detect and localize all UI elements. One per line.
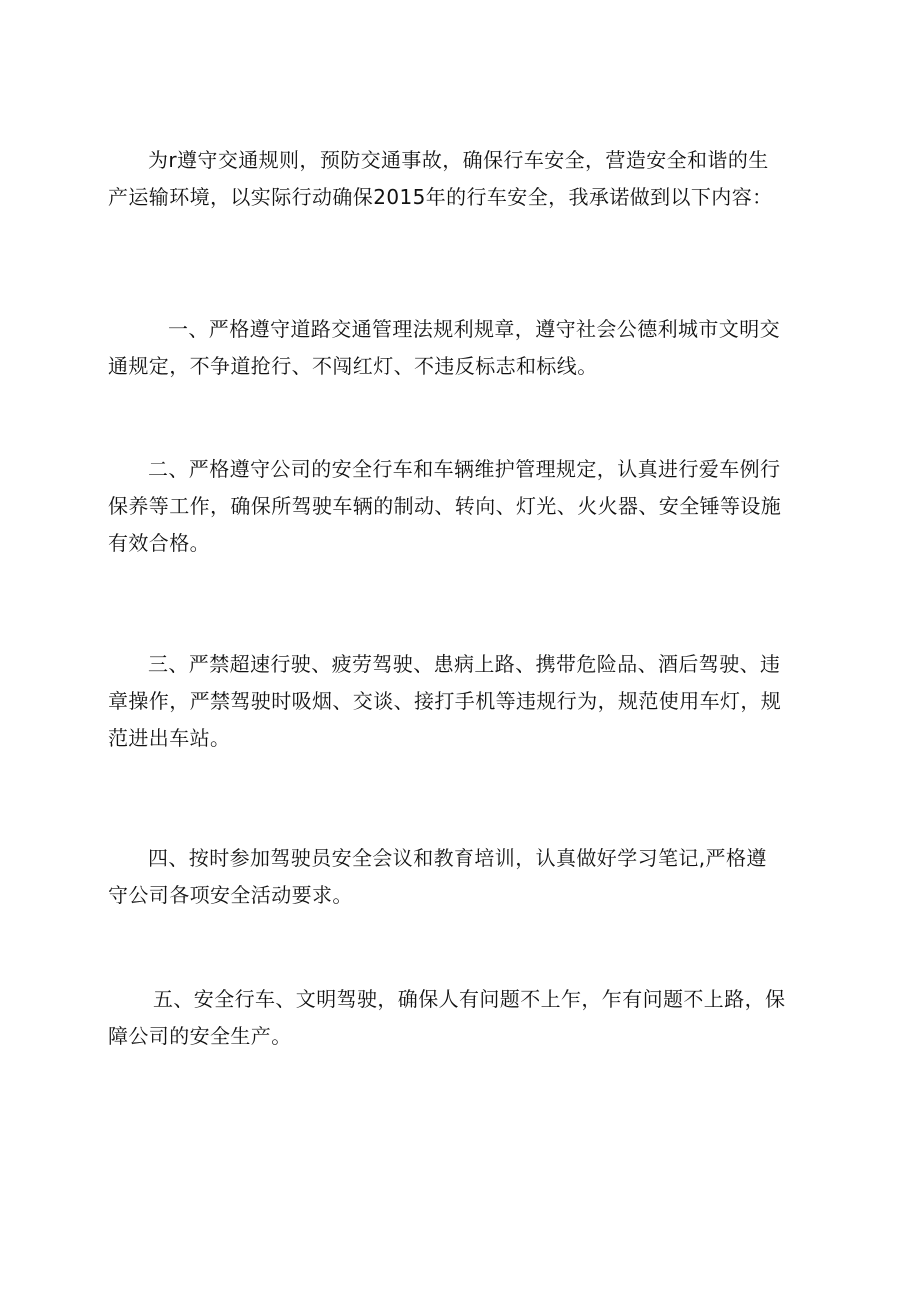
paragraph-line: 产运输环境，以实际行动确保2015年的行车安全，我承诺做到以下内容：: [108, 185, 773, 209]
paragraph-line: 保养等工作，确保所驾驶车辆的制动、转向、灯光、火火器、安全锤等设施: [108, 494, 782, 518]
commitment-item-5: [108, 981, 828, 1055]
paragraph-line: 二、严格遵守公司的安全行车和车辆维护管理规定，认真进行爱车例行: [148, 457, 781, 481]
paragraph-line: 范进出车站。: [108, 726, 231, 750]
commitment-item-4: [108, 840, 828, 914]
paragraph-line: 通规定，不争道抢行、不闯红灯、不违反标志和标线。: [108, 354, 598, 378]
paragraph-line: 一、严格遵守道路交通管理法规利规章，遵守社会公德利城市文明交: [168, 317, 780, 341]
commitment-item-2: [108, 451, 828, 562]
paragraph-line: 五、安全行车、文明驾驶，确保人有问题不上乍，乍有问题不上路，保: [153, 987, 786, 1011]
paragraph-line: 障公司的安全生产。: [108, 1024, 292, 1048]
paragraph-line: 为r遵守交通规则，预防交通事故，确保行车安全，营造安全和谐的生: [148, 148, 769, 172]
paragraph-line: 守公司各项安全活动要求。: [108, 883, 353, 907]
paragraph-line: 三、严禁超速行驶、疲劳驾驶、患病上路、携带危险品、酒后驾驶、违: [148, 652, 781, 676]
paragraph-line: 四、按时参加驾驶员安全会议和教育培训，认真做好学习笔记,严格遵: [148, 846, 767, 870]
paragraph-line: 有效合格。: [108, 531, 210, 555]
commitment-item-1: [108, 311, 828, 385]
commitment-item-3: [108, 646, 828, 757]
paragraph-line: 章操作，严禁驾驶时吸烟、交谈、接打手机等违规行为，规范使用车灯，规: [108, 689, 782, 713]
intro-paragraph: [108, 142, 828, 216]
